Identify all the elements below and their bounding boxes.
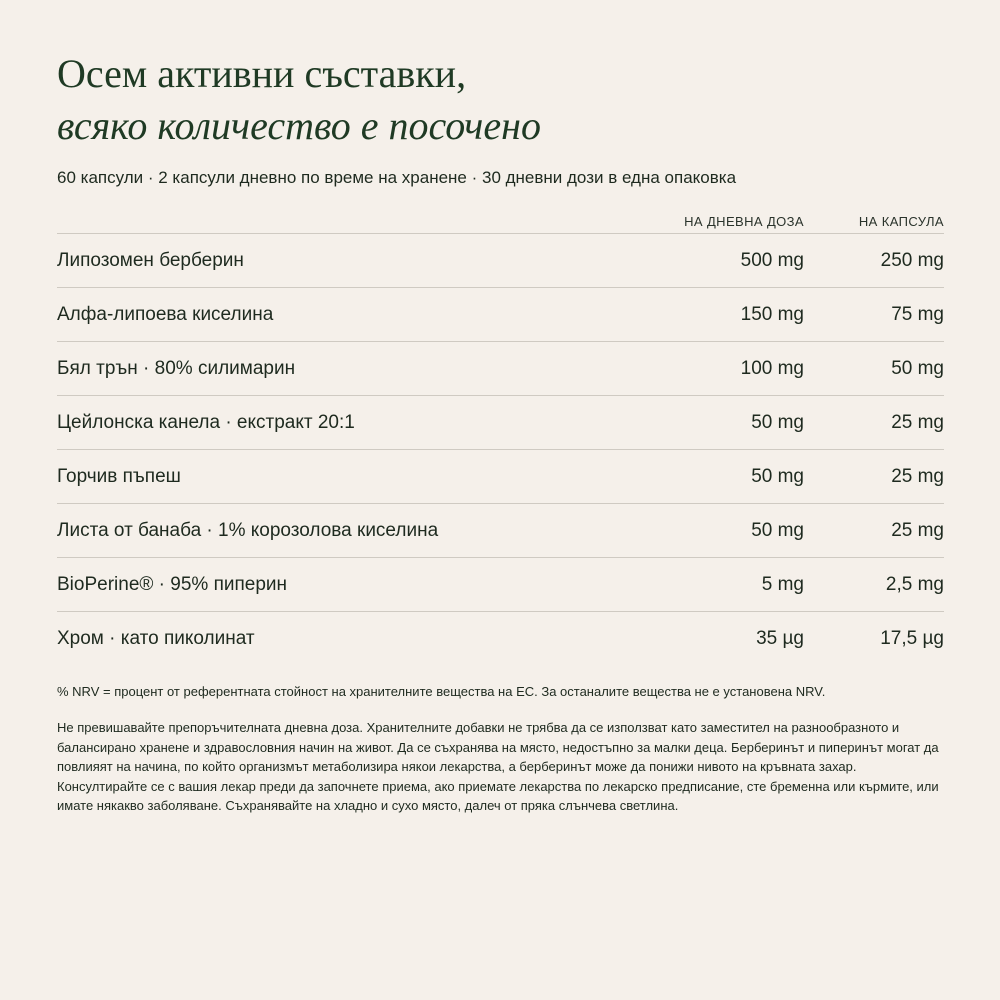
package-info: 60 капсули · 2 капсули дневно по време на хранене · 30 дневни дози в една опаковка xyxy=(57,168,737,187)
ingredients-table xyxy=(57,210,944,665)
warning-line: балансирано хранене и здравословния начин на живот. Да се съхранява на място, недостъпно за малки деца. Берберинът и пиперинът могат да xyxy=(57,739,939,755)
capsule-amount: 25 mg xyxy=(891,520,944,541)
table-row xyxy=(57,504,944,558)
warning-line: Консултирайте се с вашия лекар преди да започнете приема, ако приемате лекарства по лекарско предписание, сте бременна или кърмите, или xyxy=(57,778,939,794)
table-row xyxy=(57,612,944,665)
ingredient-name: Бял трън · 80% силимарин xyxy=(57,358,296,379)
table-row xyxy=(57,234,944,288)
daily-amount: 35 µg xyxy=(756,628,804,649)
capsule-amount: 50 mg xyxy=(891,358,944,379)
title-line-2: всяко количество е посочено xyxy=(57,103,541,148)
daily-amount: 150 mg xyxy=(740,304,804,325)
daily-amount: 50 mg xyxy=(751,412,804,433)
header-per-capsule: НА КАПСУЛА xyxy=(858,214,944,229)
capsule-amount: 25 mg xyxy=(891,412,944,433)
header-daily-dose: НА ДНЕВНА ДОЗА xyxy=(684,214,804,229)
ingredient-name: Горчив пъпеш xyxy=(57,466,181,487)
daily-amount: 5 mg xyxy=(761,574,804,595)
daily-amount: 500 mg xyxy=(740,250,804,271)
ingredient-name: Хром · като пиколинат xyxy=(57,628,255,649)
capsule-amount: 2,5 mg xyxy=(885,574,944,595)
table-row xyxy=(57,342,944,396)
ingredient-name: Листа от банаба · 1% корозолова киселина xyxy=(57,520,439,541)
table-header xyxy=(57,210,944,234)
warning-text xyxy=(57,718,944,816)
title-line-1: Осем активни съставки, xyxy=(57,51,467,96)
page-title xyxy=(57,48,541,152)
ingredient-name: BioPerine® · 95% пиперин xyxy=(57,574,288,595)
daily-amount: 50 mg xyxy=(751,466,804,487)
table-row xyxy=(57,396,944,450)
nrv-footnote: % NRV = процент от референтната стойност на хранителните вещества на ЕС. За останалите вещества не е установена NRV. xyxy=(57,684,826,699)
capsule-amount: 17,5 µg xyxy=(880,628,944,649)
daily-amount: 100 mg xyxy=(740,358,804,379)
capsule-amount: 75 mg xyxy=(891,304,944,325)
ingredient-name: Липозомен берберин xyxy=(57,250,244,271)
table-row xyxy=(57,558,944,612)
table-row xyxy=(57,450,944,504)
table-row xyxy=(57,288,944,342)
warning-line: повлияят на начина, по който организмът метаболизира някои лекарства, а берберинът може да понижи нивото на кръвната захар. xyxy=(57,759,857,774)
warning-line: имате някакво заболяване. Съхранявайте на хладно и сухо място, далеч от пряка слънчева светлина. xyxy=(57,798,679,813)
ingredient-name: Алфа-липоева киселина xyxy=(57,304,274,325)
ingredient-name: Цейлонска канела · екстракт 20:1 xyxy=(57,412,355,433)
daily-amount: 50 mg xyxy=(751,520,804,541)
capsule-amount: 250 mg xyxy=(880,250,944,271)
warning-line: Не превишавайте препоръчителната дневна доза. Хранителните добавки не трябва да се използват като заместител на разнообразното и xyxy=(57,720,900,735)
capsule-amount: 25 mg xyxy=(891,466,944,487)
